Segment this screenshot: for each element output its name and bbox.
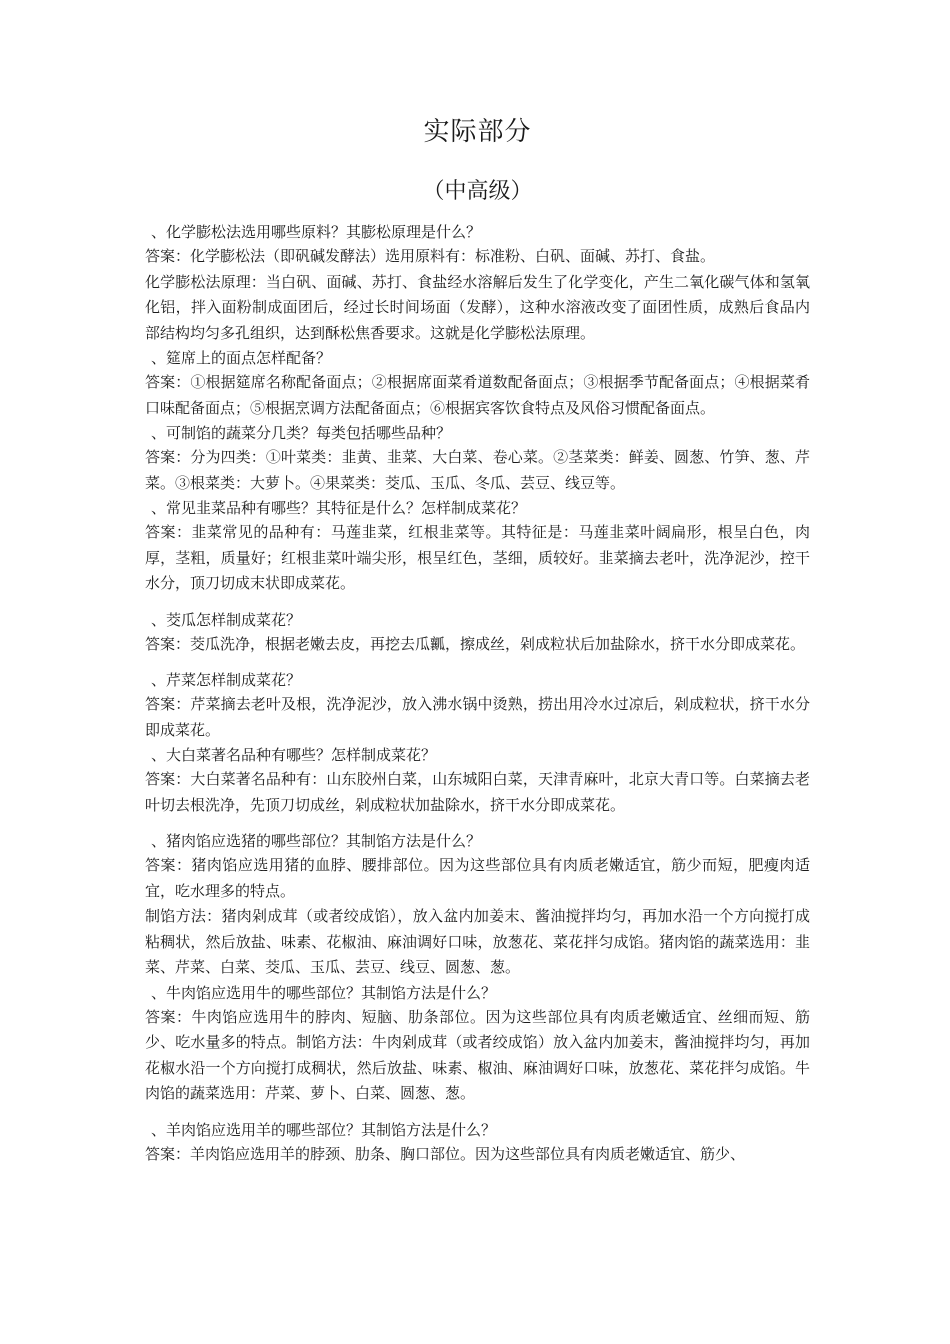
answer-paragraph: 答案：羊肉馅应选用羊的脖颈、肋条、胸口部位。因为这些部位具有肉质老嫩适宜、筋少、 bbox=[145, 1144, 746, 1163]
answer-continuation: 制馅方法：猪肉剁成茸（或者绞成馅），放入盆内加姜末、酱油搅拌均匀，再加水沿一个方向搅打成粘稠状，然后放盐、味素、花椒油、麻油调好口味，放葱花、菜花拌匀成馅。猪肉馅的蔬菜选用：韭菜、芹菜、白菜、茭瓜、玉瓜、芸豆、线豆、圆葱、葱。 bbox=[145, 907, 810, 976]
qa-item bbox=[145, 220, 810, 346]
answer-continuation: 化学膨松法原理：当白矾、面碱、苏打、食盐经水溶解后发生了化学变化，产生二氧化碳气体和氢氧化铝，拌入面粉制成面团后，经过长时间场面（发酵），这种水溶液改变了面团性质，成熟后食品内部结构均匀多孔组织，达到酥松焦香要求。这就是化学膨松法原理。 bbox=[145, 272, 810, 342]
question-heading: 、芹菜怎样制成菜花？ bbox=[151, 671, 302, 689]
qa-item bbox=[145, 1107, 810, 1168]
qa-item bbox=[145, 496, 810, 597]
qa-item bbox=[145, 346, 810, 421]
section-spacer bbox=[145, 818, 810, 829]
section-spacer bbox=[145, 1107, 810, 1118]
question-heading: 、化学膨松法选用哪些原料？其膨松原理是什么？ bbox=[151, 223, 482, 241]
question-heading: 、常见韭菜品种有哪些？其特征是什么？怎样制成菜花？ bbox=[151, 499, 527, 517]
document-page bbox=[145, 112, 810, 1167]
qa-item bbox=[145, 597, 810, 658]
qa-item bbox=[145, 818, 810, 981]
qa-list bbox=[145, 220, 810, 1167]
answer-paragraph: 答案：化学膨松法（即矾碱发酵法）选用原料有：标准粉、白矾、面碱、苏打、食盐。 bbox=[145, 247, 716, 265]
qa-item bbox=[145, 743, 810, 818]
page-subtitle: （中高级） bbox=[422, 179, 533, 204]
answer-paragraph: 答案：①根据筵席名称配备面点；②根据席面菜肴道数配备面点；③根据季节配备面点；④根据菜肴口味配备面点；⑤根据烹调方法配备面点；⑥根据宾客饮食特点及风俗习惯配备面点。 bbox=[145, 373, 810, 417]
answer-paragraph: 答案：大白菜著名品种有：山东胶州白菜，山东城阳白菜，天津青麻叶，北京大青口等。白菜摘去老叶切去根洗净，先顶刀切成丝，剁成粒状加盐除水，挤干水分即成菜花。 bbox=[145, 770, 810, 814]
qa-item bbox=[145, 981, 810, 1107]
answer-paragraph: 答案：分为四类：①叶菜类：韭黄、韭菜、大白菜、卷心菜。②茎菜类：鲜姜、圆葱、竹笋、葱、芹菜。③根菜类：大萝卜。④果菜类：茭瓜、玉瓜、冬瓜、芸豆、线豆等。 bbox=[145, 448, 810, 492]
qa-item bbox=[145, 421, 810, 496]
section-spacer bbox=[145, 657, 810, 668]
answer-paragraph: 答案：韭菜常见的品种有：马莲韭菜，红根韭菜等。其特征是：马莲韭菜叶阔扁形，根呈白色，肉厚，茎粗，质量好；红根韭菜叶端尖形，根呈红色，茎细，质较好。韭菜摘去老叶，洗净泥沙，控干水分，顶刀切成末状即成菜花。 bbox=[145, 523, 810, 592]
question-heading: 、大白菜著名品种有哪些？怎样制成菜花？ bbox=[151, 746, 437, 764]
qa-item bbox=[145, 657, 810, 743]
question-heading: 、猪肉馅应选猪的哪些部位？其制馅方法是什么？ bbox=[151, 832, 482, 850]
answer-paragraph: 答案：茭瓜洗净，根据老嫩去皮，再挖去瓜瓤，擦成丝，剁成粒状后加盐除水，挤干水分即成菜花。 bbox=[145, 634, 806, 653]
answer-paragraph: 答案：猪肉馅应选用猪的血脖、腰排部位。因为这些部位具有肉质老嫩适宜，筋少而短，肥瘦肉适宜，吃水理多的特点。 bbox=[145, 856, 810, 900]
question-heading: 、筵席上的面点怎样配备？ bbox=[151, 349, 332, 367]
page-title: 实际部分 bbox=[423, 117, 532, 147]
section-spacer bbox=[145, 597, 810, 608]
question-heading: 、茭瓜怎样制成菜花？ bbox=[151, 610, 302, 629]
question-heading: 、牛肉馅应选用牛的哪些部位？其制馅方法是什么？ bbox=[151, 983, 497, 1002]
question-heading: 、可制馅的蔬菜分几类？每类包括哪些品种？ bbox=[151, 424, 452, 442]
question-heading: 、羊肉馅应选用羊的哪些部位？其制馅方法是什么？ bbox=[151, 1120, 497, 1139]
answer-paragraph: 答案：牛肉馅应选用牛的脖肉、短脑、肋条部位。因为这些部位具有肉质老嫩适宜、丝细而短、筋少、吃水量多的特点。制馅方法：牛肉剁成茸（或者绞成馅）放入盆内加姜末，酱油搅拌均匀，再加花椒水沿一个方向搅打成稠状，然后放盐、味素、椒油、麻油调好口味，放葱花、菜花拌匀成馅。牛肉馅的蔬菜选用：芹菜、萝卜、白菜、圆葱、葱。 bbox=[145, 1007, 810, 1102]
answer-paragraph: 答案：芹菜摘去老叶及根，洗净泥沙，放入沸水锅中烫熟，捞出用冷水过凉后，剁成粒状，挤干水分即成菜花。 bbox=[145, 695, 810, 739]
